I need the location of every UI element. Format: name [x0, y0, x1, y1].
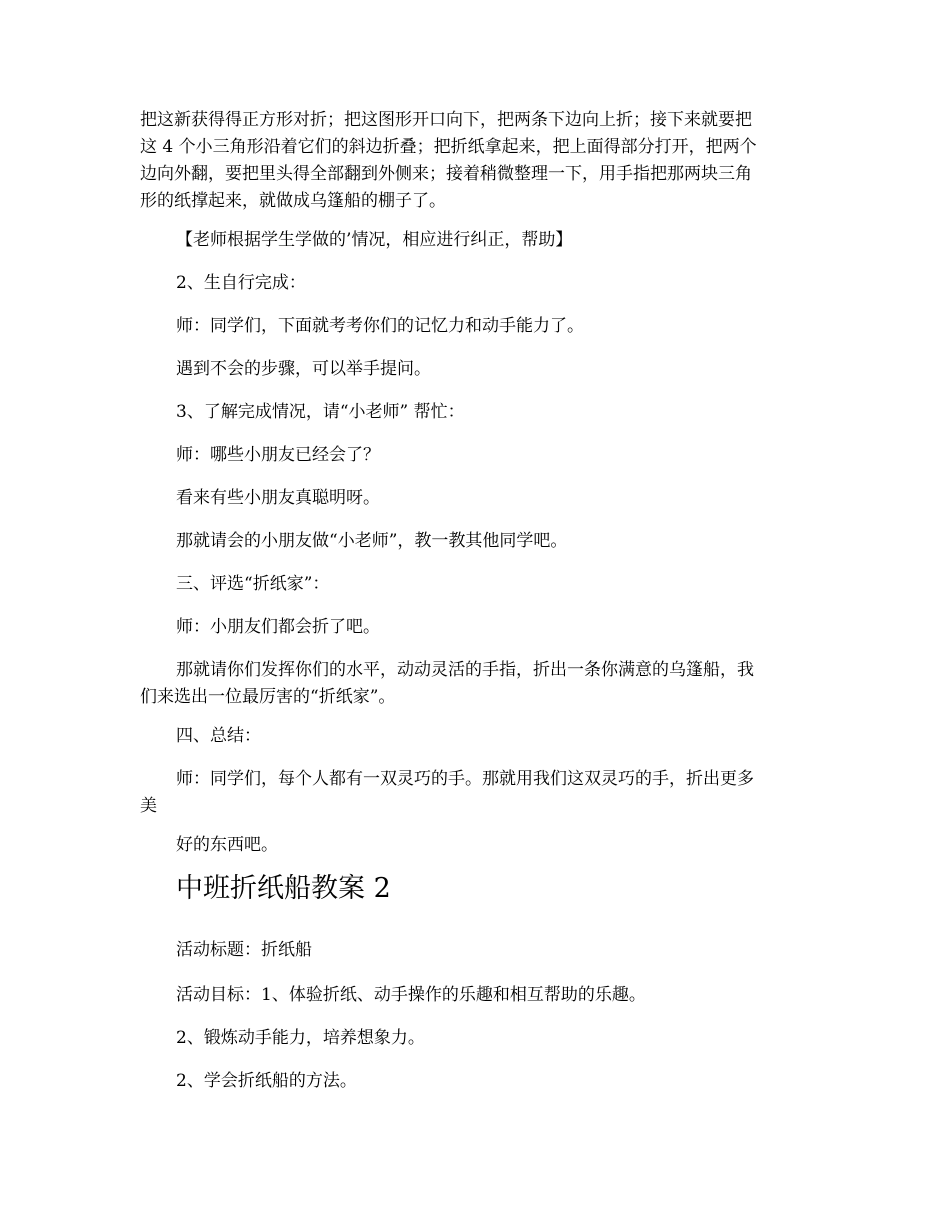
step3-line-3: 那就请会的小朋友做“小老师”，教一教其他同学吧。 [176, 531, 568, 551]
teacher-note: 【老师根据学生学做的’情况，相应进行纠正，帮助】 [176, 230, 573, 250]
step3-title: 3、了解完成情况，请“小老师” 帮忙： [176, 402, 465, 422]
intro-line-4: 形的纸撑起来，就做成乌篷船的棚子了。 [140, 191, 446, 211]
section4-title: 四、总结： [176, 726, 261, 746]
intro-line-1: 把这新获得得正方形对折；把这图形开口向下，把两条下边向上折；接下来就要把 [140, 110, 752, 130]
section3-line-1: 师：小朋友们都会折了吧。 [176, 617, 380, 637]
section3-paragraph-line-2: 们来选出一位最厉害的“折纸家”。 [140, 687, 396, 707]
section4-line-2: 美 [140, 796, 157, 816]
step2-line-1: 师：同学们，下面就考考你们的记忆力和动手能力了。 [176, 316, 584, 336]
activity-goal-1: 活动目标：1、体验折纸、动手操作的乐趣和相互帮助的乐趣。 [176, 985, 646, 1005]
activity-title: 活动标题：折纸船 [176, 940, 312, 960]
step2-line-2: 遇到不会的步骤，可以举手提问。 [176, 359, 431, 379]
section4-line-3: 好的东西吧。 [176, 835, 278, 855]
section3-title: 三、评选“折纸家”： [176, 574, 330, 594]
step2-title: 2、生自行完成： [176, 273, 306, 293]
activity-goal-2: 2、锻炼动手能力，培养想象力。 [176, 1028, 425, 1048]
activity-goal-3: 2、学会折纸船的方法。 [176, 1071, 357, 1091]
section4-line-1: 师：同学们，每个人都有一双灵巧的手。那就用我们这双灵巧的手，折出更多 [176, 769, 754, 789]
step3-line-1: 师：哪些小朋友已经会了？ [176, 445, 380, 465]
intro-line-3: 边向外翻，要把里头得全部翻到外侧来；接着稍微整理一下，用手指把那两块三角 [140, 164, 752, 184]
step3-line-2: 看来有些小朋友真聪明呀。 [176, 488, 380, 508]
section-heading: 中班折纸船教案 2 [176, 873, 391, 904]
intro-line-2: 这 4 个小三角形沿着它们的斜边折叠；把折纸拿起来，把上面得部分打开，把两个 [140, 137, 757, 157]
section3-paragraph-line-1: 那就请你们发挥你们的水平，动动灵活的手指，折出一条你满意的乌篷船，我 [176, 660, 754, 680]
